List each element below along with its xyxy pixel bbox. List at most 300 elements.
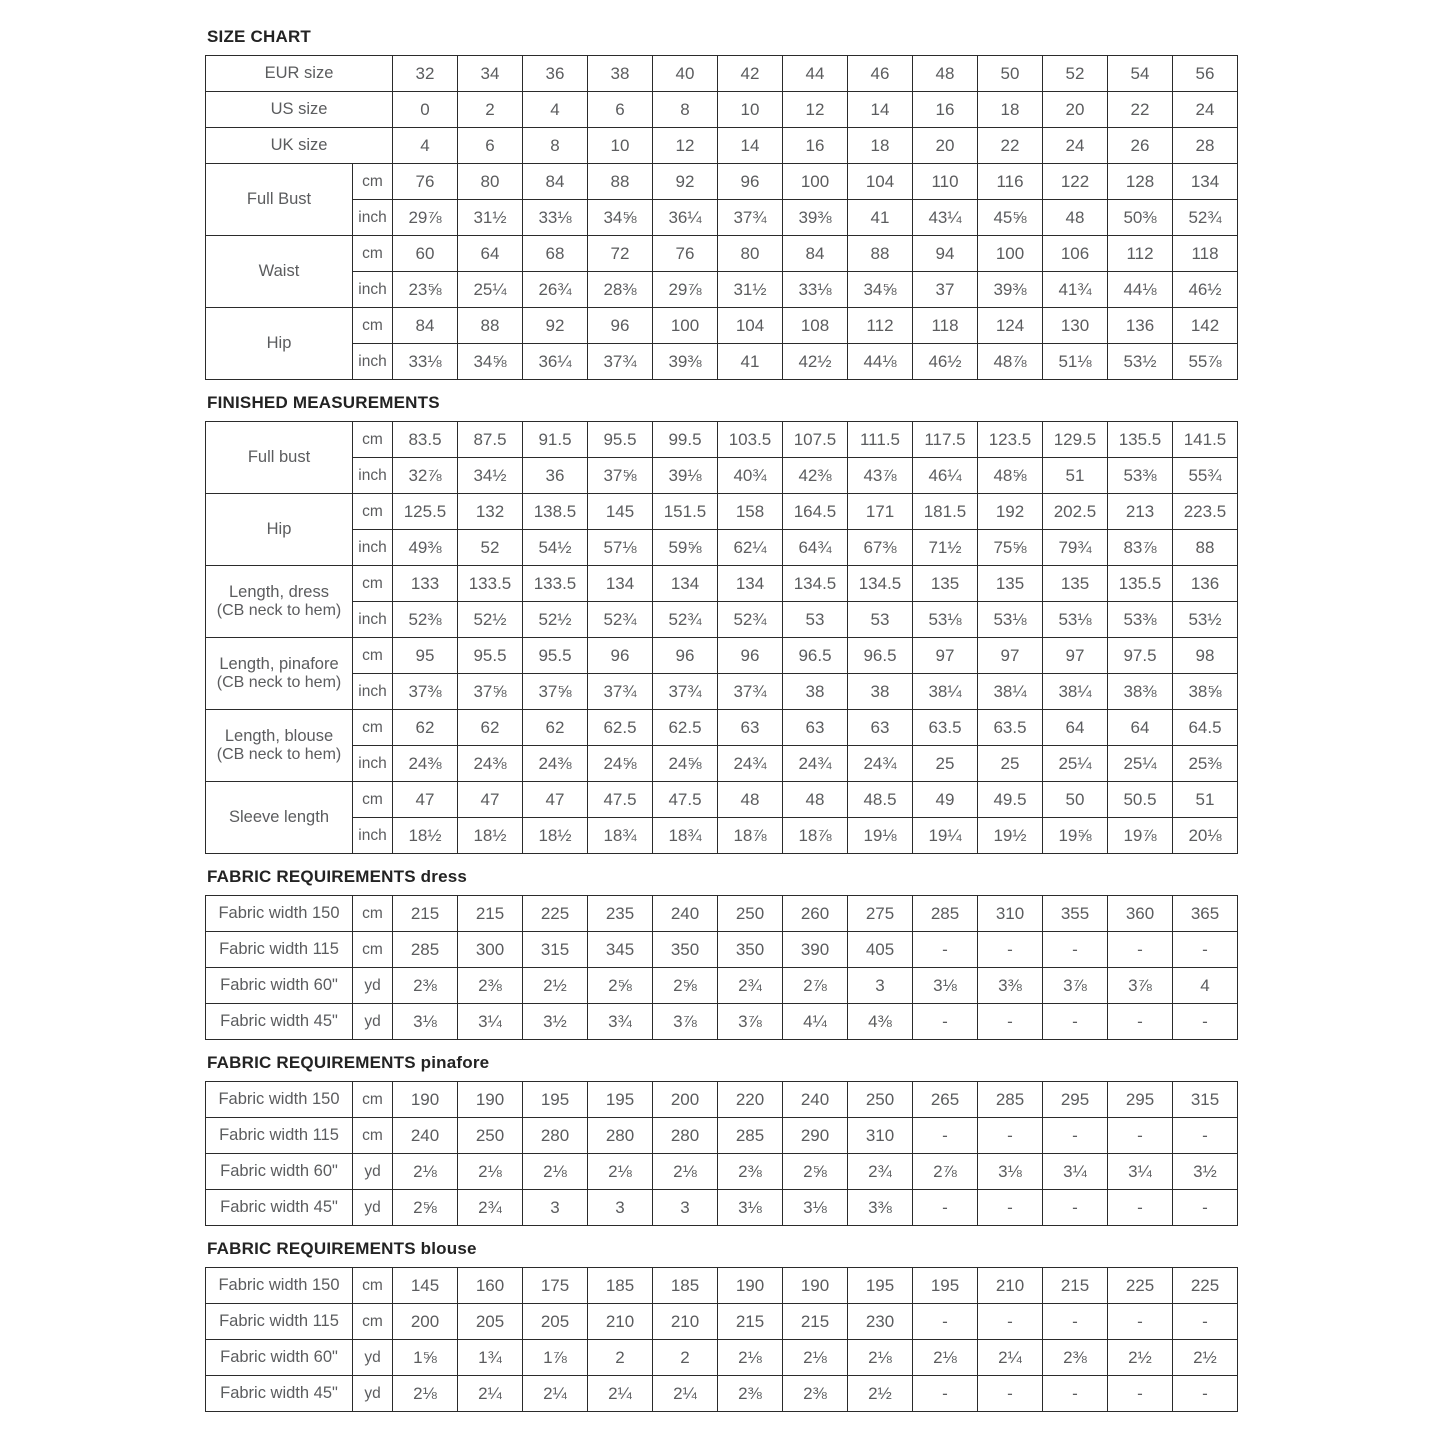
value-cell: 48 — [718, 782, 783, 818]
value-cell: 53 — [848, 602, 913, 638]
value-cell: 50 — [1043, 782, 1108, 818]
value-cell: 25⅜ — [1173, 746, 1238, 782]
value-cell: 12 — [653, 128, 718, 164]
value-cell: 48 — [1043, 200, 1108, 236]
value-cell: 3⅛ — [978, 1154, 1043, 1190]
value-cell: 134 — [718, 566, 783, 602]
value-cell: 111.5 — [848, 422, 913, 458]
value-cell: 62.5 — [653, 710, 718, 746]
value-cell: 280 — [588, 1118, 653, 1154]
value-cell: 134.5 — [783, 566, 848, 602]
unit-cell: inch — [353, 818, 393, 854]
section-fabric-requirements-pinafore — [205, 1053, 1445, 1226]
value-cell: 20 — [913, 128, 978, 164]
value-cell: 53½ — [1173, 602, 1238, 638]
value-cell: 136 — [1173, 566, 1238, 602]
value-cell: 54½ — [523, 530, 588, 566]
value-cell: 33⅛ — [523, 200, 588, 236]
value-cell: 4 — [1173, 968, 1238, 1004]
value-cell: 88 — [588, 164, 653, 200]
value-cell: 158 — [718, 494, 783, 530]
value-cell: 2½ — [1173, 1340, 1238, 1376]
value-cell: 64 — [1043, 710, 1108, 746]
value-cell: 118 — [1173, 236, 1238, 272]
value-cell: 285 — [393, 932, 458, 968]
value-cell: 62 — [523, 710, 588, 746]
value-cell: 195 — [588, 1082, 653, 1118]
value-cell: 62 — [458, 710, 523, 746]
value-cell: 2¾ — [848, 1154, 913, 1190]
value-cell: 96 — [718, 164, 783, 200]
unit-cell: cm — [353, 566, 393, 602]
value-cell: 2¾ — [718, 968, 783, 1004]
value-cell: 123.5 — [978, 422, 1043, 458]
value-cell: 360 — [1108, 896, 1173, 932]
value-cell: 44 — [783, 56, 848, 92]
value-cell: 213 — [1108, 494, 1173, 530]
table-row — [206, 674, 1238, 710]
value-cell: 2⅛ — [913, 1340, 978, 1376]
unit-cell: inch — [353, 602, 393, 638]
value-cell: 250 — [848, 1082, 913, 1118]
value-cell: 22 — [978, 128, 1043, 164]
value-cell: 122 — [1043, 164, 1108, 200]
value-cell: - — [1173, 1190, 1238, 1226]
value-cell: 200 — [393, 1304, 458, 1340]
value-cell: 20⅛ — [1173, 818, 1238, 854]
value-cell: 29⅞ — [393, 200, 458, 236]
value-cell: 3¼ — [458, 1004, 523, 1040]
value-cell: 99.5 — [653, 422, 718, 458]
table-row — [206, 344, 1238, 380]
value-cell: 280 — [523, 1118, 588, 1154]
value-cell: 83.5 — [393, 422, 458, 458]
unit-cell: cm — [353, 164, 393, 200]
value-cell: 350 — [653, 932, 718, 968]
value-cell: 51⅛ — [1043, 344, 1108, 380]
value-cell: 117.5 — [913, 422, 978, 458]
value-cell: 31½ — [718, 272, 783, 308]
row-label-text: Hip — [266, 334, 292, 353]
value-cell: - — [1043, 932, 1108, 968]
value-cell: 135 — [913, 566, 978, 602]
value-cell: - — [1173, 1004, 1238, 1040]
value-cell: 92 — [523, 308, 588, 344]
value-cell: 37⅜ — [393, 674, 458, 710]
value-cell: 3⅛ — [913, 968, 978, 1004]
value-cell: 18¾ — [588, 818, 653, 854]
value-cell: - — [1173, 1118, 1238, 1154]
value-cell: 55⅞ — [1173, 344, 1238, 380]
value-cell: 2⅞ — [913, 1154, 978, 1190]
value-cell: 46 — [848, 56, 913, 92]
row-label: Fabric width 115 — [206, 1304, 353, 1340]
value-cell: 57⅛ — [588, 530, 653, 566]
value-cell: 52 — [1043, 56, 1108, 92]
value-cell: 230 — [848, 1304, 913, 1340]
value-cell: 95.5 — [458, 638, 523, 674]
value-cell: 345 — [588, 932, 653, 968]
section-fabric-requirements-blouse — [205, 1239, 1445, 1412]
value-cell: 2⅛ — [588, 1154, 653, 1190]
value-cell: 190 — [783, 1268, 848, 1304]
table-row — [206, 56, 1238, 92]
value-cell: 104 — [718, 308, 783, 344]
row-label — [206, 164, 353, 236]
value-cell: 52 — [458, 530, 523, 566]
value-cell: 39⅜ — [978, 272, 1043, 308]
value-cell: 50.5 — [1108, 782, 1173, 818]
value-cell: 19¼ — [913, 818, 978, 854]
value-cell: 48 — [783, 782, 848, 818]
value-cell: 160 — [458, 1268, 523, 1304]
value-cell: 33⅛ — [393, 344, 458, 380]
value-cell: 225 — [1173, 1268, 1238, 1304]
table-row — [206, 746, 1238, 782]
table-row — [206, 566, 1238, 602]
value-cell: 2¼ — [653, 1376, 718, 1412]
value-cell: 100 — [978, 236, 1043, 272]
value-cell: 130 — [1043, 308, 1108, 344]
value-cell: - — [978, 1118, 1043, 1154]
value-cell: 41¾ — [1043, 272, 1108, 308]
table-row — [206, 458, 1238, 494]
table-row — [206, 782, 1238, 818]
unit-cell: cm — [353, 308, 393, 344]
value-cell: 2⅛ — [718, 1340, 783, 1376]
value-cell: 50⅜ — [1108, 200, 1173, 236]
value-cell: 16 — [913, 92, 978, 128]
table-row — [206, 422, 1238, 458]
fabric-dress-table — [205, 895, 1238, 1040]
value-cell: 210 — [653, 1304, 718, 1340]
unit-cell: yd — [353, 1376, 393, 1412]
value-cell: 164.5 — [783, 494, 848, 530]
unit-cell: cm — [353, 782, 393, 818]
value-cell: 3⅞ — [1108, 968, 1173, 1004]
value-cell: 47 — [523, 782, 588, 818]
value-cell: 62 — [393, 710, 458, 746]
value-cell: 49 — [913, 782, 978, 818]
value-cell: 295 — [1043, 1082, 1108, 1118]
value-cell: 40¾ — [718, 458, 783, 494]
table-row — [206, 1340, 1238, 1376]
value-cell: 52¾ — [588, 602, 653, 638]
value-cell: 2¼ — [978, 1340, 1043, 1376]
value-cell: 24 — [1043, 128, 1108, 164]
value-cell: 37¾ — [718, 200, 783, 236]
value-cell: - — [1043, 1304, 1108, 1340]
value-cell: - — [978, 1190, 1043, 1226]
value-cell: 265 — [913, 1082, 978, 1118]
value-cell: 3⅞ — [718, 1004, 783, 1040]
value-cell: 37¾ — [588, 674, 653, 710]
value-cell: 38 — [783, 674, 848, 710]
row-label: Fabric width 115 — [206, 1118, 353, 1154]
value-cell: 225 — [1108, 1268, 1173, 1304]
value-cell: 3 — [653, 1190, 718, 1226]
value-cell: 34⅝ — [588, 200, 653, 236]
value-cell: 181.5 — [913, 494, 978, 530]
value-cell: 2¼ — [523, 1376, 588, 1412]
row-label — [206, 236, 353, 308]
value-cell: - — [1043, 1004, 1108, 1040]
value-cell: 44⅛ — [848, 344, 913, 380]
value-cell: 32⅞ — [393, 458, 458, 494]
value-cell: 18½ — [458, 818, 523, 854]
row-label — [206, 308, 353, 380]
fabric-blouse-table-holder — [205, 1267, 1445, 1412]
value-cell: 2½ — [523, 968, 588, 1004]
value-cell: 134 — [588, 566, 653, 602]
value-cell: 190 — [718, 1268, 783, 1304]
value-cell: 2⅛ — [393, 1154, 458, 1190]
value-cell: 210 — [978, 1268, 1043, 1304]
value-cell: 285 — [978, 1082, 1043, 1118]
value-cell: 24⅝ — [588, 746, 653, 782]
value-cell: - — [1108, 1304, 1173, 1340]
value-cell: 200 — [653, 1082, 718, 1118]
value-cell: 2⅜ — [718, 1154, 783, 1190]
value-cell: 3 — [523, 1190, 588, 1226]
value-cell: 40 — [653, 56, 718, 92]
value-cell: 16 — [783, 128, 848, 164]
row-label: UK size — [206, 128, 393, 164]
value-cell: 53⅛ — [1043, 602, 1108, 638]
value-cell: 290 — [783, 1118, 848, 1154]
value-cell: 76 — [393, 164, 458, 200]
value-cell: 36¼ — [523, 344, 588, 380]
row-label-text: Full Bust — [246, 190, 312, 209]
value-cell: 3⅛ — [783, 1190, 848, 1226]
unit-cell: inch — [353, 200, 393, 236]
value-cell: 97 — [913, 638, 978, 674]
value-cell: 34 — [458, 56, 523, 92]
value-cell: 145 — [588, 494, 653, 530]
value-cell: 240 — [783, 1082, 848, 1118]
value-cell: 2¼ — [588, 1376, 653, 1412]
unit-cell: yd — [353, 1154, 393, 1190]
value-cell: 2⅛ — [848, 1340, 913, 1376]
value-cell: 118 — [913, 308, 978, 344]
table-row — [206, 494, 1238, 530]
row-sublabel-text: (CB neck to hem) — [216, 673, 342, 691]
table-row — [206, 602, 1238, 638]
value-cell: 25¼ — [1043, 746, 1108, 782]
value-cell: 96 — [653, 638, 718, 674]
value-cell: 48 — [913, 56, 978, 92]
value-cell: 97.5 — [1108, 638, 1173, 674]
value-cell: - — [913, 1376, 978, 1412]
value-cell: 8 — [523, 128, 588, 164]
value-cell: 3 — [848, 968, 913, 1004]
value-cell: 48.5 — [848, 782, 913, 818]
value-cell: - — [913, 932, 978, 968]
value-cell: 46½ — [1173, 272, 1238, 308]
value-cell: 95.5 — [588, 422, 653, 458]
row-label: EUR size — [206, 56, 393, 92]
fabric-blouse-table — [205, 1267, 1238, 1412]
value-cell: 18⅞ — [783, 818, 848, 854]
fabric-pinafore-table-holder — [205, 1081, 1445, 1226]
value-cell: - — [1173, 1304, 1238, 1340]
value-cell: 47.5 — [653, 782, 718, 818]
value-cell: 12 — [783, 92, 848, 128]
value-cell: 87.5 — [458, 422, 523, 458]
value-cell: 92 — [653, 164, 718, 200]
unit-cell: yd — [353, 1004, 393, 1040]
value-cell: - — [1108, 1190, 1173, 1226]
value-cell: 53⅛ — [978, 602, 1043, 638]
value-cell: 108 — [783, 308, 848, 344]
unit-cell: cm — [353, 1268, 393, 1304]
value-cell: 3¼ — [1108, 1154, 1173, 1190]
row-label: Fabric width 60" — [206, 1340, 353, 1376]
value-cell: - — [913, 1304, 978, 1340]
value-cell: 37 — [913, 272, 978, 308]
value-cell: 106 — [1043, 236, 1108, 272]
value-cell: 205 — [523, 1304, 588, 1340]
value-cell: 10 — [718, 92, 783, 128]
value-cell: 18½ — [393, 818, 458, 854]
value-cell: - — [1043, 1376, 1108, 1412]
value-cell: 142 — [1173, 308, 1238, 344]
row-label — [206, 494, 353, 566]
value-cell: 20 — [1043, 92, 1108, 128]
value-cell: 3⅜ — [848, 1190, 913, 1226]
value-cell: 18¾ — [653, 818, 718, 854]
value-cell: 46¼ — [913, 458, 978, 494]
row-label: US size — [206, 92, 393, 128]
value-cell: 3 — [588, 1190, 653, 1226]
value-cell: 280 — [653, 1118, 718, 1154]
value-cell: 112 — [848, 308, 913, 344]
row-label: Fabric width 60" — [206, 968, 353, 1004]
value-cell: 63 — [718, 710, 783, 746]
table-row — [206, 164, 1238, 200]
value-cell: 185 — [588, 1268, 653, 1304]
value-cell: 46½ — [913, 344, 978, 380]
value-cell: 31½ — [458, 200, 523, 236]
row-label — [206, 710, 353, 782]
value-cell: 2 — [653, 1340, 718, 1376]
row-label: Fabric width 150 — [206, 896, 353, 932]
value-cell: 129.5 — [1043, 422, 1108, 458]
value-cell: - — [1108, 932, 1173, 968]
unit-cell: cm — [353, 710, 393, 746]
value-cell: 88 — [1173, 530, 1238, 566]
table-row — [206, 896, 1238, 932]
value-cell: 3⅛ — [393, 1004, 458, 1040]
value-cell: 37⅝ — [588, 458, 653, 494]
value-cell: 97 — [978, 638, 1043, 674]
value-cell: 32 — [393, 56, 458, 92]
value-cell: 28 — [1173, 128, 1238, 164]
value-cell: 2⅝ — [783, 1154, 848, 1190]
value-cell: 51 — [1043, 458, 1108, 494]
row-label-text: Sleeve length — [229, 808, 329, 827]
value-cell: - — [1173, 1376, 1238, 1412]
value-cell: 54 — [1108, 56, 1173, 92]
row-label — [206, 566, 353, 638]
value-cell: 3⅞ — [653, 1004, 718, 1040]
value-cell: 135 — [1043, 566, 1108, 602]
value-cell: 1⅝ — [393, 1340, 458, 1376]
value-cell: 8 — [653, 92, 718, 128]
value-cell: 128 — [1108, 164, 1173, 200]
value-cell: 14 — [718, 128, 783, 164]
value-cell: - — [1108, 1004, 1173, 1040]
value-cell: - — [978, 932, 1043, 968]
value-cell: 295 — [1108, 1082, 1173, 1118]
value-cell: 98 — [1173, 638, 1238, 674]
value-cell: 223.5 — [1173, 494, 1238, 530]
value-cell: 6 — [588, 92, 653, 128]
value-cell: 37¾ — [718, 674, 783, 710]
value-cell: 2¼ — [458, 1376, 523, 1412]
value-cell: 41 — [848, 200, 913, 236]
value-cell: 49⅜ — [393, 530, 458, 566]
value-cell: 2 — [458, 92, 523, 128]
value-cell: 47 — [458, 782, 523, 818]
value-cell: 53 — [783, 602, 848, 638]
value-cell: 3⅛ — [718, 1190, 783, 1226]
value-cell: 133.5 — [458, 566, 523, 602]
value-cell: 63 — [783, 710, 848, 746]
value-cell: 4 — [393, 128, 458, 164]
value-cell: 71½ — [913, 530, 978, 566]
value-cell: 43⅞ — [848, 458, 913, 494]
value-cell: 134.5 — [848, 566, 913, 602]
value-cell: 215 — [393, 896, 458, 932]
row-label — [206, 638, 353, 710]
value-cell: 18 — [978, 92, 1043, 128]
value-cell: 2⅛ — [458, 1154, 523, 1190]
value-cell: - — [978, 1376, 1043, 1412]
value-cell: 60 — [393, 236, 458, 272]
value-cell: 2⅜ — [718, 1376, 783, 1412]
value-cell: 112 — [1108, 236, 1173, 272]
value-cell: 95 — [393, 638, 458, 674]
value-cell: - — [978, 1004, 1043, 1040]
value-cell: 37⅝ — [458, 674, 523, 710]
value-cell: 10 — [588, 128, 653, 164]
value-cell: 202.5 — [1043, 494, 1108, 530]
value-cell: 0 — [393, 92, 458, 128]
value-cell: 76 — [653, 236, 718, 272]
value-cell: 104 — [848, 164, 913, 200]
value-cell: 195 — [848, 1268, 913, 1304]
value-cell: 28⅜ — [588, 272, 653, 308]
value-cell: 88 — [848, 236, 913, 272]
value-cell: 141.5 — [1173, 422, 1238, 458]
value-cell: 175 — [523, 1268, 588, 1304]
value-cell: 49.5 — [978, 782, 1043, 818]
size-chart-table-holder — [205, 55, 1445, 380]
table-row — [206, 1376, 1238, 1412]
table-row — [206, 1304, 1238, 1340]
value-cell: 84 — [523, 164, 588, 200]
value-cell: 43¼ — [913, 200, 978, 236]
value-cell: 100 — [653, 308, 718, 344]
value-cell: 41 — [718, 344, 783, 380]
value-cell: 134 — [653, 566, 718, 602]
value-cell: 62¼ — [718, 530, 783, 566]
section-size-chart — [205, 27, 1445, 380]
table-row — [206, 1268, 1238, 1304]
value-cell: 195 — [523, 1082, 588, 1118]
value-cell: 18½ — [523, 818, 588, 854]
